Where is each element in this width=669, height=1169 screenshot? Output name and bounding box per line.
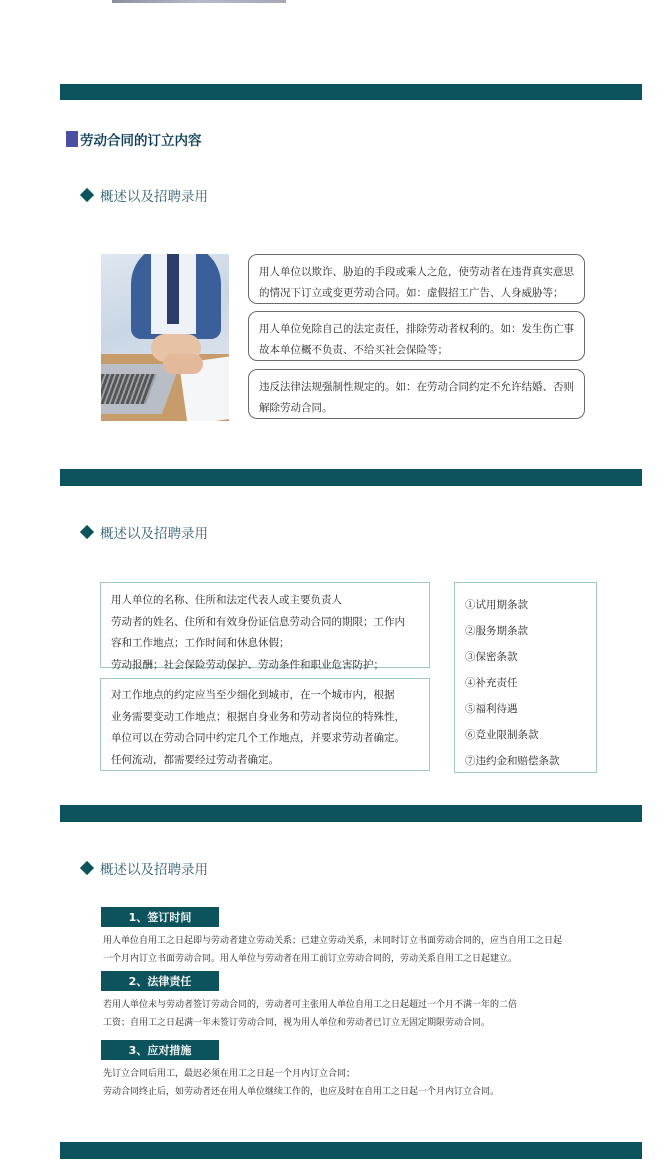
invalid-case-box: 用人单位以欺诈、胁迫的手段或乘人之危，使劳动者在违背真实意思的情况下订立或变更劳动合同。如：虚假招工广告、人身威胁等；	[248, 254, 585, 304]
list-item: ③保密条款	[465, 651, 518, 663]
subhead-text: 概述以及招聘录用	[100, 189, 208, 205]
diamond-icon	[80, 188, 94, 202]
diamond-icon	[80, 525, 94, 539]
subhead	[80, 523, 208, 541]
optional-clauses-list	[454, 582, 597, 773]
list-item: ①试用期条款	[465, 599, 528, 611]
countermeasures-tag: 3、应对措施	[101, 1040, 219, 1060]
diamond-icon	[80, 861, 94, 875]
title-marker-icon	[66, 131, 78, 147]
divider-bar	[60, 84, 642, 100]
list-item: ②服务期条款	[465, 625, 528, 637]
list-item: ④补充责任	[465, 677, 518, 689]
subhead	[80, 859, 208, 877]
top-image-fragment	[112, 0, 286, 3]
list-item: ⑤福利待遇	[465, 703, 518, 715]
required-clauses-box: 用人单位的名称、住所和法定代表人或主要负责人 劳动者的姓名、住所和有效身份证信息劳动合同的期限；工作内 容和工作地点；工作时间和休息休假； 劳动报酬；社会保险劳动保护、劳动条件和职业危害防护；	[100, 582, 430, 668]
invalid-case-box: 用人单位免除自己的法定责任，排除劳动者权利的。如：发生伤亡事故本单位概不负责、不给买社会保险等；	[248, 311, 585, 361]
legal-liability-text: 若用人单位未与劳动者签订劳动合同的，劳动者可主张用人单位自用工之日起超过一个月不满一年的二倍 工资；自用工之日起满一年未签订劳动合同，视为用人单位和劳动者已订立无固定期限劳动合同。	[103, 1000, 518, 1028]
divider-bar	[60, 469, 642, 486]
section-title	[66, 130, 202, 148]
divider-bar	[60, 1142, 642, 1159]
office-laptop-photo	[101, 254, 229, 421]
divider-bar	[60, 805, 642, 822]
list-item: ⑦违约金和赔偿条款	[465, 755, 560, 767]
work-location-box: 对工作地点的约定应当至少细化到城市，在一个城市内，根据 业务需要变动工作地点；根据自身业务和劳动者岗位的特殊性， 单位可以在劳动合同中约定几个工作地点，并要求劳动者确定。 任何流动，都需要经过劳动者确定。	[100, 678, 430, 771]
list-item: ⑥竞业限制条款	[465, 729, 539, 741]
subhead-text: 概述以及招聘录用	[100, 526, 208, 542]
section-title-text: 劳动合同的订立内容	[80, 133, 202, 149]
signing-time-text: 用人单位自用工之日起即与劳动者建立劳动关系；已建立劳动关系，未同时订立书面劳动合同的，应当自用工之日起 一个月内订立书面劳动合同。用人单位与劳动者在用工前订立劳动合同的，劳动关系自用工之日起建立。	[103, 936, 563, 964]
subhead-text: 概述以及招聘录用	[100, 862, 208, 878]
invalid-case-box: 违反法律法规强制性规定的。如：在劳动合同约定不允许结婚、否则解除劳动合同。	[248, 369, 585, 419]
countermeasures-text: 先订立合同后用工，最迟必须在用工之日起一个月内订立合同； 劳动合同终止后，如劳动者还在用人单位继续工作的，也应及时在自用工之日起一个月内订立合同。	[103, 1069, 500, 1097]
subhead	[80, 186, 208, 204]
signing-time-tag: 1、签订时间	[101, 907, 219, 927]
legal-liability-tag: 2、法律责任	[101, 971, 219, 991]
